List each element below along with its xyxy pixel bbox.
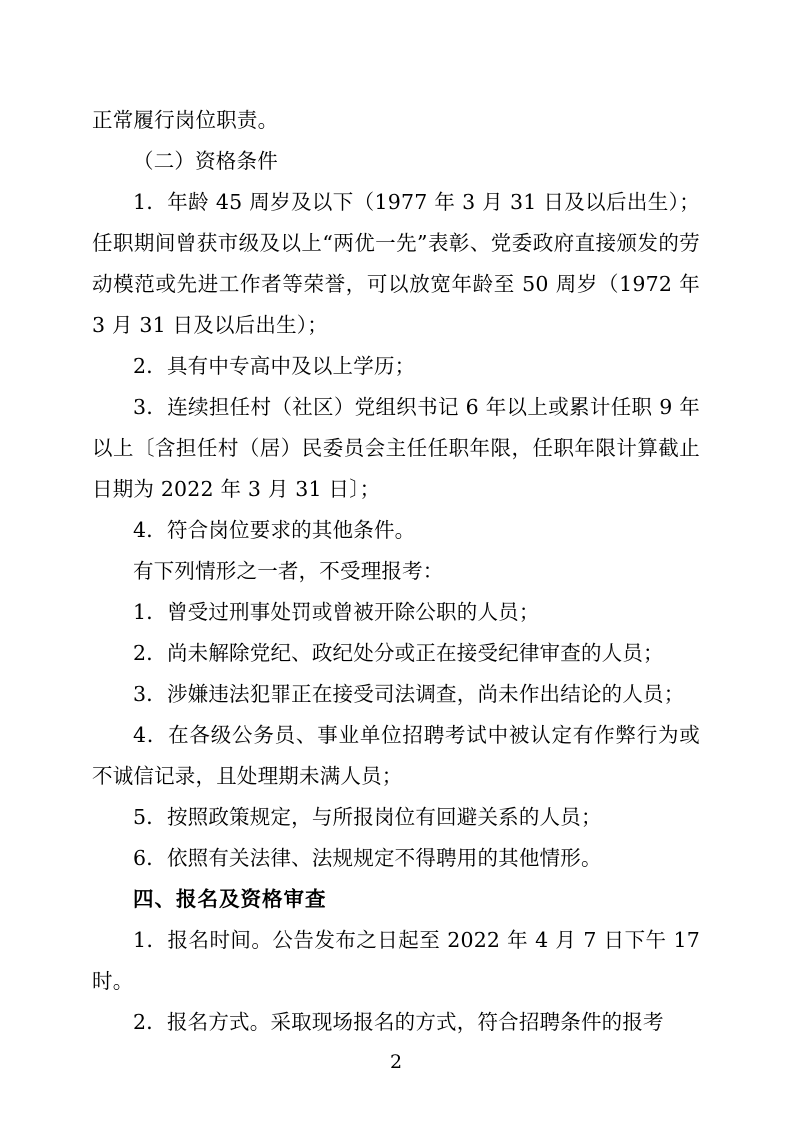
paragraph: 6．依照有关法律、法规规定不得聘用的其他情形。 bbox=[133, 846, 602, 870]
paragraph: 3．连续担任村（社区）党组织书记 6 年以上或累计任职 9 年以上〔含担任村（居）民委员会主任任职年限，任职年限计算截止日期为 2022 年 3 月 31 日〕； bbox=[92, 395, 700, 501]
section-subheading: （二）资格条件 bbox=[133, 149, 278, 173]
paragraph: 有下列情形之一者，不受理报考： bbox=[133, 559, 444, 583]
paragraph: 1．曾受过刑事处罚或曾被开除公职的人员； bbox=[133, 600, 540, 624]
paragraph: 4．在各级公务员、事业单位招聘考试中被认定有作弊行为或不诚信记录，且处理期未满人员； bbox=[92, 723, 700, 788]
paragraph: 5．按照政策规定，与所报岗位有回避关系的人员； bbox=[133, 805, 602, 829]
page-number: 2 bbox=[389, 1051, 403, 1073]
paragraph: 1．报名时间。公告发布之日起至 2022 年 4 月 7 日下午 17 时。 bbox=[92, 928, 700, 993]
paragraph: 2．尚未解除党纪、政纪处分或正在接受纪律审查的人员； bbox=[133, 641, 664, 665]
paragraph: 2．具有中专高中及以上学历； bbox=[133, 354, 416, 378]
section-heading: 四、报名及资格审查 bbox=[133, 887, 327, 911]
paragraph: 正常履行岗位职责。 bbox=[92, 108, 279, 132]
document-body bbox=[92, 100, 700, 1043]
paragraph: 2．报名方式。采取现场报名的方式，符合招聘条件的报考 bbox=[133, 1010, 664, 1034]
paragraph: 3．涉嫌违法犯罪正在接受司法调查，尚未作出结论的人员； bbox=[133, 682, 685, 706]
paragraph: 4．符合岗位要求的其他条件。 bbox=[133, 518, 416, 542]
paragraph: 1．年龄 45 周岁及以下（1977 年 3 月 31 日及以后出生）；任职期间曾获市级及以上“两优一先”表彰、党委政府直接颁发的劳动模范或先进工作者等荣誉，可以放宽年龄至 50 周岁（1972 年 3 月 31 日及以后出生）； bbox=[92, 190, 700, 337]
